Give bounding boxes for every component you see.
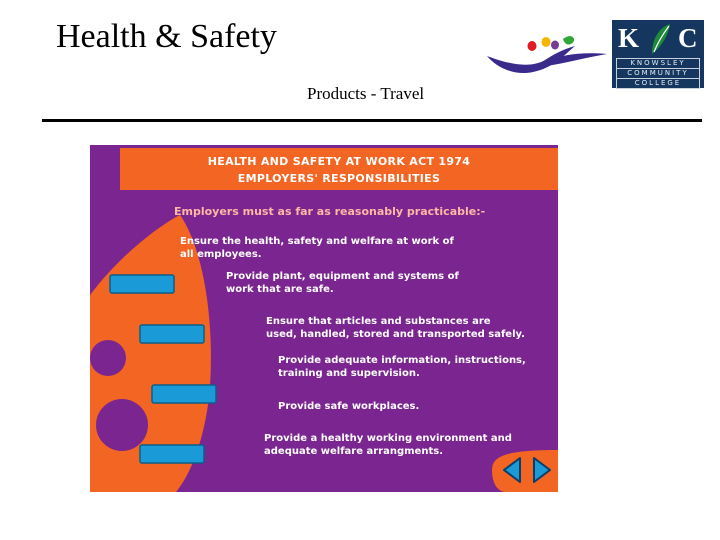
page-subtitle: Products - Travel [307, 84, 425, 103]
slide-heading-banner [120, 148, 558, 190]
logo-line-1: KNOWSLEY [616, 58, 700, 69]
logo-monogram-c: C [678, 23, 698, 53]
responsibility-item: Provide adequate information, instructions, training and supervision. [278, 355, 526, 379]
slide-heading-line1: HEALTH AND SAFETY AT WORK ACT 1974 [207, 155, 471, 168]
leaf-icon [648, 22, 674, 56]
header-divider [42, 119, 702, 122]
logo-monogram-k: K [618, 23, 640, 53]
arrow-left-icon[interactable] [500, 455, 524, 485]
responsibility-item: Ensure the health, safety and welfare at work of all employees. [180, 236, 454, 260]
college-logo [612, 20, 704, 88]
responsibility-item: Provide safe workplaces. [278, 401, 420, 412]
slide-heading-line2: EMPLOYERS' RESPONSIBILITIES [237, 172, 441, 185]
slide-image [90, 145, 558, 492]
responsibility-item: Provide a healthy working environment and adequate welfare arrangments. [264, 433, 512, 457]
slide-lead-text: Employers must as far as reasonably practicable:- [174, 205, 486, 218]
responsibility-item: Provide plant, equipment and systems of work that are safe. [226, 271, 459, 295]
logo-line-2: COMMUNITY [616, 68, 700, 79]
arrow-right-icon[interactable] [530, 455, 554, 485]
responsibility-item: Ensure that articles and substances are used, handled, stored and transported safely. [266, 316, 525, 340]
logo-line-3: COLLEGE [616, 78, 700, 89]
swoosh-logo [483, 26, 608, 81]
page-title: Health & Safety [56, 18, 277, 55]
